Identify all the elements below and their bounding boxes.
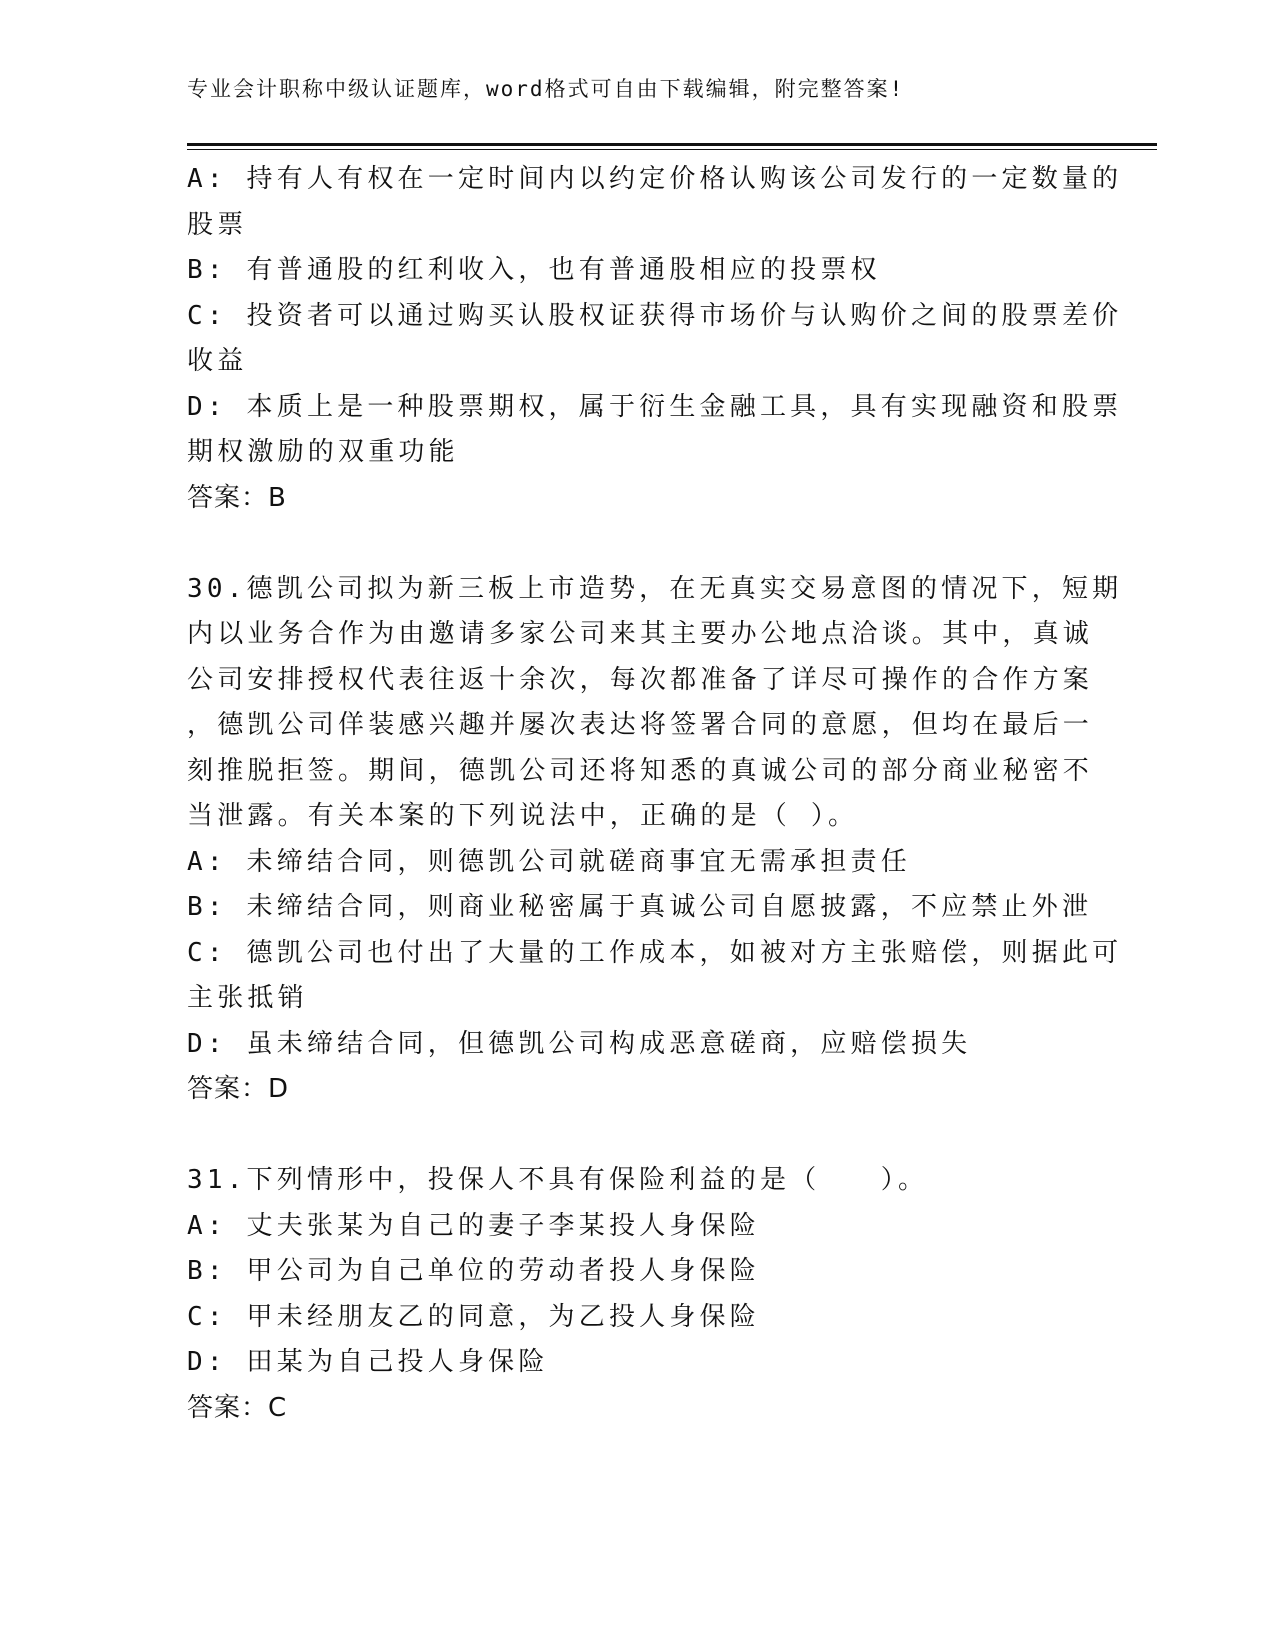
question-30-block — [187, 567, 1123, 1113]
q30-option-b: B: 未缔结合同，则商业秘密属于真诚公司自愿披露，不应禁止外泄 — [187, 892, 1093, 922]
q31-option-c: C: 甲未经朋友乙的同意，为乙投人身保险 — [187, 1301, 760, 1332]
q29-option-a-line1: A: 持有人有权在一定时间内以约定价格认购该公司发行的一定数量的 — [187, 164, 1123, 194]
header-rule-thick — [187, 143, 1157, 146]
q29-answer: 答案：B — [187, 482, 287, 513]
q29-option-d-line2: 期权激励的双重功能 — [187, 437, 459, 467]
q31-option-a: A: 丈夫张某为自己的妻子李某投人身保险 — [187, 1210, 760, 1241]
q30-option-a: A: 未缔结合同，则德凯公司就磋商事宜无需承担责任 — [187, 846, 911, 877]
q30-option-c-line2: 主张抵销 — [187, 983, 308, 1013]
spacer — [187, 521, 1087, 567]
q30-option-d: D: 虽未缔结合同，但德凯公司构成恶意磋商，应赔偿损失 — [187, 1028, 972, 1059]
q30-stem-line4: ，德凯公司佯装感兴趣并屡次表达将签署合同的意愿，但均在最后一 — [187, 710, 1094, 740]
spacer — [187, 1113, 1087, 1159]
q30-stem-line5: 刻推脱拒签。期间，德凯公司还将知悉的真诚公司的部分商业秘密不 — [187, 755, 1094, 786]
q31-option-b: B: 甲公司为自己单位的劳动者投人身保险 — [187, 1256, 760, 1286]
q29-option-c-line2: 收益 — [187, 346, 248, 376]
q30-option-c-line1: C: 德凯公司也付出了大量的工作成本，如被对方主张赔偿，则据此可 — [187, 937, 1123, 968]
q31-stem: 31.下列情形中，投保人不具有保险利益的是（ ）。 — [187, 1165, 929, 1195]
q30-stem-line3: 公司安排授权代表往返十余次，每次都准备了详尽可操作的合作方案 — [187, 664, 1094, 695]
q31-answer: 答案：C — [187, 1392, 288, 1423]
document-body — [187, 157, 1123, 1431]
question-31-block — [187, 1158, 1087, 1431]
q31-option-d: D: 田某为自己投人身保险 — [187, 1347, 549, 1377]
q29-option-a-line2: 股票 — [187, 209, 248, 240]
q29-option-b: B: 有普通股的红利收入，也有普通股相应的投票权 — [187, 255, 881, 285]
q30-stem-line6: 当泄露。有关本案的下列说法中，正确的是（ ）。 — [187, 801, 859, 831]
q29-option-d-line1: D: 本质上是一种股票期权，属于衍生金融工具，具有实现融资和股票 — [187, 391, 1123, 422]
q29-option-c-line1: C: 投资者可以通过购买认股权证获得市场价与认购价之间的股票差价 — [187, 300, 1123, 331]
q30-answer: 答案：D — [187, 1074, 290, 1104]
page-header: 专业会计职称中级认证题库，word格式可自由下载编辑，附完整答案! — [187, 77, 905, 101]
question-29-block — [187, 157, 1123, 521]
header-rule-thin — [187, 149, 1157, 150]
q30-stem-line1: 30.德凯公司拟为新三板上市造势，在无真实交易意图的情况下，短期 — [187, 573, 1123, 604]
q30-stem-line2: 内以业务合作为由邀请多家公司来其主要办公地点洽谈。其中，真诚 — [187, 619, 1094, 649]
